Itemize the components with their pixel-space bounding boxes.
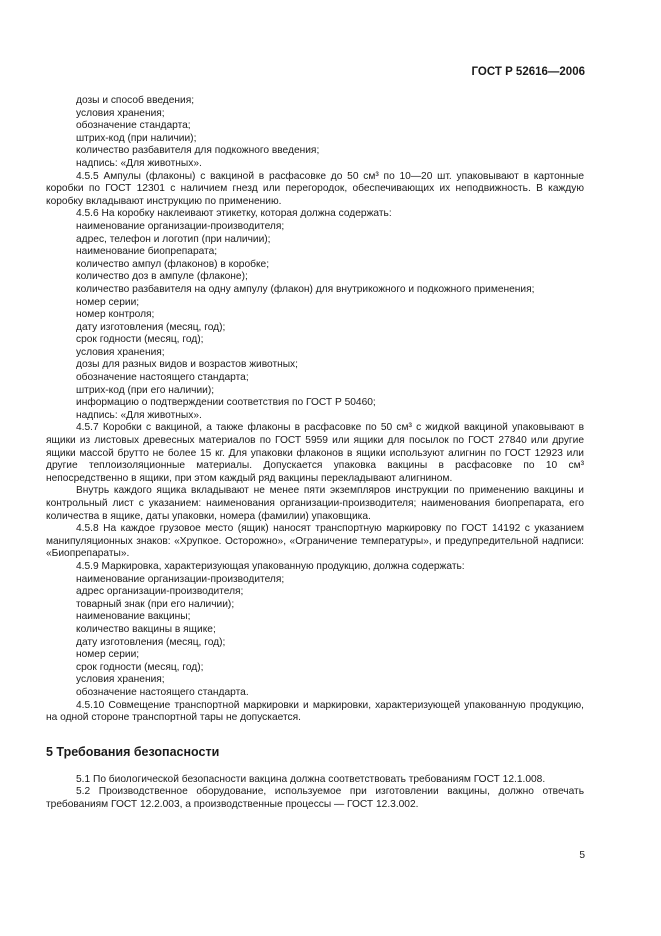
document-body xyxy=(46,95,584,811)
list-item: информацию о подтверждении соответствия по ГОСТ Р 50460; xyxy=(76,397,376,409)
list-item: адрес организации-производителя; xyxy=(76,586,244,598)
list-item: количество ампул (флаконов) в коробке; xyxy=(76,258,270,270)
list-item: наименование организации-производителя; xyxy=(76,573,285,585)
document-header-id: ГОСТ Р 52616—2006 xyxy=(471,66,585,78)
list-item: срок годности (месяц, год); xyxy=(76,661,204,673)
list-item: количество доз в ампуле (флаконе); xyxy=(76,271,248,283)
paragraph: 4.5.6 На коробку наклеивают этикетку, которая должна содержать: xyxy=(76,208,392,220)
section-heading: 5 Требования безопасности xyxy=(46,744,220,759)
list-item: товарный знак (при его наличии); xyxy=(76,598,235,610)
paragraph: Внутрь каждого ящика вкладывают не менее пяти экземпляров инструкции по применению вакцины и контрольный лист с указанием: наименования организации-производителя; наименования биопрепарата, его количества в ящике, даты упаковки, номера (фамилии) упаковщика. xyxy=(46,485,584,522)
list-item: условия хранения; xyxy=(76,346,165,358)
list-item: надпись: «Для животных». xyxy=(76,409,202,421)
paragraph: 5.1 По биологической безопасности вакцина должна соответствовать требованиям ГОСТ 12.1.008. xyxy=(76,773,546,785)
page-number: 5 xyxy=(579,850,585,861)
list-item: адрес, телефон и логотип (при наличии); xyxy=(76,233,271,245)
list-item: условия хранения; xyxy=(76,107,165,119)
list-item: срок годности (месяц, год); xyxy=(76,334,204,346)
list-item: номер серии; xyxy=(76,649,140,661)
list-item: номер серии; xyxy=(76,296,140,308)
list-item: дату изготовления (месяц, год); xyxy=(76,321,226,333)
list-item: штрих-код (при наличии); xyxy=(76,132,197,144)
list-item: количество разбавителя на одну ампулу (флакон) для внутрикожного и подкожного применения; xyxy=(76,283,535,295)
list-item: обозначение настоящего стандарта. xyxy=(76,686,249,698)
paragraph: 4.5.9 Маркировка, характеризующая упакованную продукцию, должна содержать: xyxy=(76,560,465,572)
list-item: количество вакцины в ящике; xyxy=(76,623,216,635)
paragraph: 4.5.5 Ампулы (флаконы) с вакциной в расфасовке до 50 см³ по 10—20 шт. упаковывают в картонные коробки по ГОСТ 12301 с наличием гнезд или перегородок, обеспечивающих их неподвижность. В каждую коробку вкладывают инструкцию по применению. xyxy=(46,170,584,207)
list-item: дозы и способ введения; xyxy=(76,95,195,106)
list-item: наименование вакцины; xyxy=(76,611,191,623)
list-item: наименование организации-производителя; xyxy=(76,220,285,232)
list-item: обозначение настоящего стандарта; xyxy=(76,372,249,384)
list-item: условия хранения; xyxy=(76,674,165,686)
list-item: дату изготовления (месяц, год); xyxy=(76,636,226,648)
list-item: количество разбавителя для подкожного введения; xyxy=(76,145,320,157)
paragraph: 5.2 Производственное оборудование, используемое при изготовлении вакцины, должно отвечать требованиям ГОСТ 12.2.003, а производственные процессы — ГОСТ 12.3.002. xyxy=(46,786,584,810)
paragraph: 4.5.10 Совмещение транспортной маркировки и маркировки, характеризующей упакованную продукцию, на одной стороне транспортной тары не допускается. xyxy=(46,699,584,724)
list-item: штрих-код (при его наличии); xyxy=(76,384,215,396)
paragraph: 4.5.7 Коробки с вакциной, а также флаконы в расфасовке по 50 см³ с жидкой вакциной упаковывают в ящики из листовых древесных материалов по ГОСТ 5959 или ящики для посылок по ГОСТ 27840 или другие ящики массой брутто не более 15 кг. Для упаковки флаконов в ящики используют алигнин по ГОСТ 12923 или другие теплоизоляционные материалы. Допускается упаковка вакцины в расфасовке по 10 см³ непосредственно в ящики, при этом каждый ряд вакцины перекладывают алигнином. xyxy=(46,422,584,484)
list-item: надпись: «Для животных». xyxy=(76,157,202,169)
list-item: номер контроля; xyxy=(76,309,155,321)
list-item: дозы для разных видов и возрастов животных; xyxy=(76,359,298,371)
paragraph: 4.5.8 На каждое грузовое место (ящик) наносят транспортную маркировку по ГОСТ 14192 с указанием манипуляционных знаков: «Хрупкое. Осторожно», «Ограничение температуры», и предупредительной надписи: «Биопрепараты». xyxy=(46,523,584,560)
list-item: наименование биопрепарата; xyxy=(76,246,218,258)
list-item: обозначение стандарта; xyxy=(76,120,191,132)
